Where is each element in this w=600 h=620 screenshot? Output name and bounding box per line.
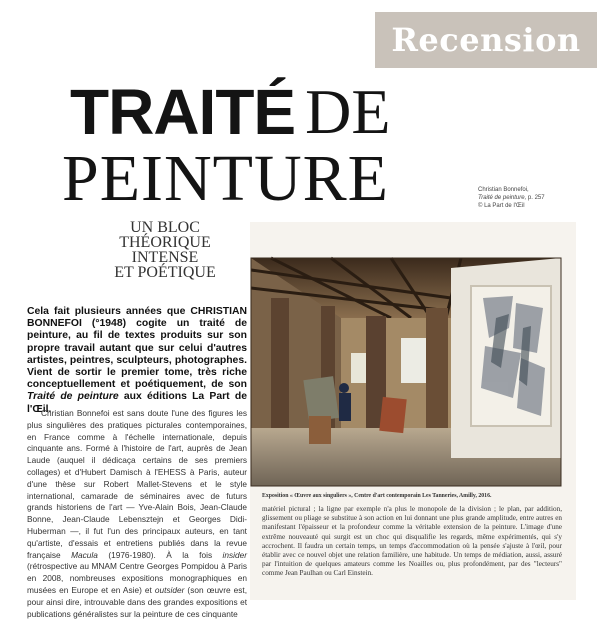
photo-caption: Exposition « Œuvre aux singuliers », Centre d'art contemporain Les Tanneries, Amilly, 2016. bbox=[262, 493, 492, 499]
title-line-1 bbox=[70, 76, 391, 148]
subtitle-line: INTENSE bbox=[131, 249, 199, 266]
credit-page: p. 257 bbox=[526, 195, 545, 201]
body-italic: Macula bbox=[71, 549, 98, 560]
lead-book-title: Traité de peinture bbox=[27, 391, 119, 403]
body-text: (rétrospective au MNAM Centre Georges Pompidou à Paris en 2008, nombreuses expositions monographiques en musées en Europe et en Asie) et bbox=[27, 561, 247, 595]
body-text: (son œuvre est, pour ainsi dire, introuvable dans des grandes expositions et publications généralistes sur la peinture de ces cinquante bbox=[27, 584, 248, 619]
image-credit bbox=[478, 186, 593, 210]
title-traite: TRAITÉ bbox=[70, 76, 296, 148]
subtitle-line: THÉORIQUE bbox=[119, 234, 211, 251]
book-excerpt: matériel pictural ; la ligne par exemple n'a plus le monopole de la division ; le plan, par addition, glissement ou pliage se substitue à son action en lui donnant une plus grande amplitude, entre autres en manifestant l'épaisseur et la profondeur comme la véritable extension de la peinture. L'image d'une extrême nouveauté qui surgit est un choc qui disqualifie les regards, même expérimentés, qui s'y accrochent. Il faudra un certain temps, un temps d'accommodation où la pensée s'ajuste à l'œil, pour établir avec ce nouvel objet une relation familière, une habitude. Un temps de médiation, aussi, assuré par l'intuition de quelques amateurs comme les Noailles ou, plus profondément, par des "lecteurs" comme Jean Paulhan ou Carl Einstein. bbox=[262, 505, 562, 578]
subtitle bbox=[85, 220, 245, 280]
body-italic: insider bbox=[222, 549, 247, 560]
recension-badge: Recension bbox=[375, 12, 597, 68]
credit-work-line bbox=[478, 194, 593, 202]
subtitle-line: UN BLOC bbox=[130, 219, 200, 236]
credit-author: Christian Bonnefoi, bbox=[478, 187, 529, 193]
lead-text: Cela fait plusieurs années que CHRISTIAN BONNEFOI (°1948) cogite un traité de peinture, au fil de textes produits sur son propre travail autant que sur celui d'autres artistes, peintres, sculpteurs, photographes. Vient de sortir le premier tome, très riche conceptuellement et poétiquement, de son bbox=[27, 306, 247, 391]
exhibition-photo bbox=[251, 258, 561, 486]
body-italic: outsider bbox=[154, 584, 185, 595]
title-peinture: PEINTURE bbox=[62, 142, 389, 215]
credit-rights: © La Part de l'Œil bbox=[478, 203, 525, 209]
body-text: (1976-1980). À la fois bbox=[97, 549, 223, 560]
title-de: DE bbox=[305, 76, 391, 147]
subtitle-line: ET POÉTIQUE bbox=[114, 264, 216, 281]
credit-work: Traité de peinture, bbox=[478, 195, 527, 201]
body-paragraph bbox=[27, 408, 247, 620]
lead-text-end: aux éditions La Part de l'Œil. bbox=[27, 391, 247, 415]
lead-paragraph bbox=[27, 306, 247, 416]
body-text: Christian Bonnefoi est sans doute l'une des figures les plus singulières des pratiques picturales contemporaines, en France comme à l'échelle internationale, depuis cinquante ans. Formé à l'histoire de l'art, auprès de Jean Laude (auquel il dédicaça certains de ses premiers collages) et d'Hubert Damisch à l'EHESS à Paris, auteur d'une thèse sur Robert Mallet-Stevens et le style international, camarade de séminaires avec de futurs grands historiens de l'art — Yve-Alain Bois, Jean-Claude Bonne, Jean-Claude Lebensztejn et Georges Didi-Huberman —, il fut l'un des principaux auteurs, en tant qu'artiste, d'essais et entretiens publiés dans la revue française bbox=[27, 408, 247, 560]
exhibition-illustration bbox=[251, 258, 561, 486]
